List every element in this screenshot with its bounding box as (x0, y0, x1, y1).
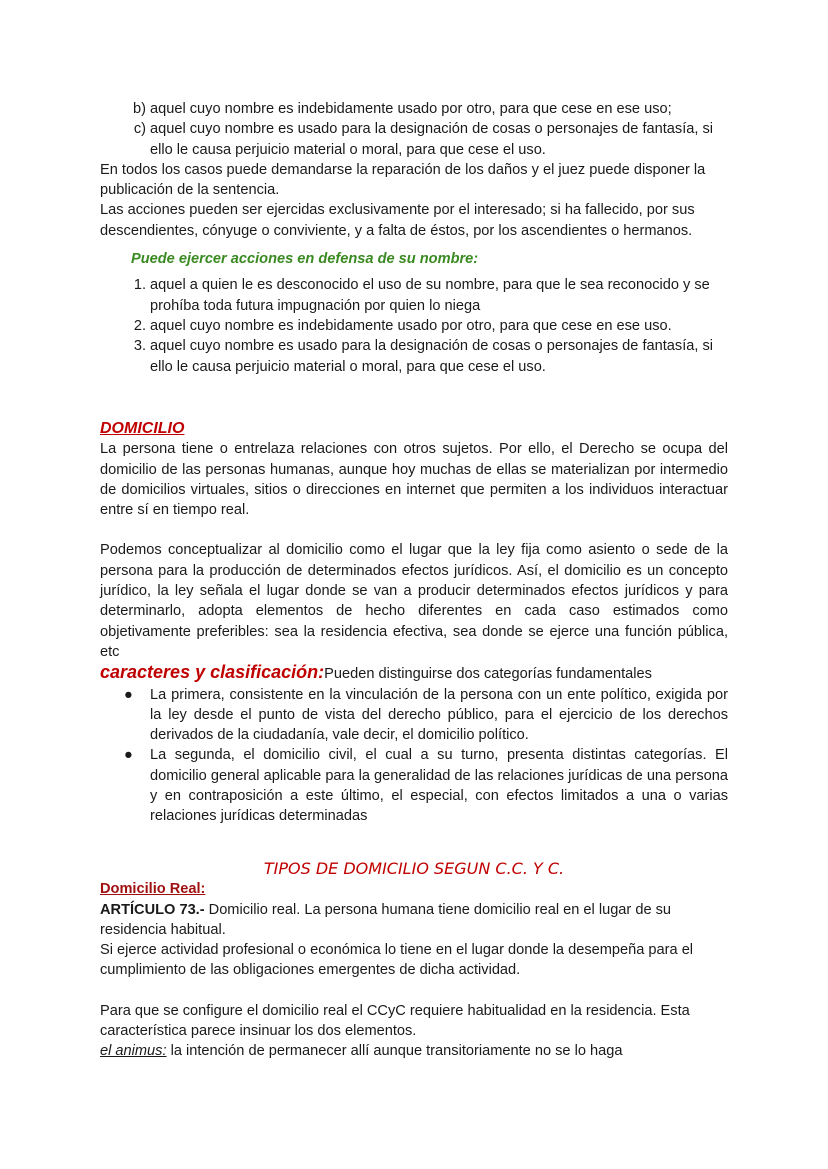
list-item-text: aquel a quien le es desconocido el uso de su nombre, para que le sea reconocido y se prohíba toda futura impugnación por quien lo niega (150, 277, 710, 314)
list-item-text: aquel cuyo nombre es indebidamente usado por otro, para que cese en ese uso. (150, 317, 672, 334)
bullet-text: La primera, consistente en la vinculación de la persona con un ente político, exigida por la ley desde el punto de vista del derecho público, para el ejercicio de los derechos derivados de la ciudadanía, vale decir, el domicilio político. (150, 686, 728, 744)
list-marker: 3. (133, 338, 146, 355)
bullet-item (100, 685, 728, 746)
list-item (100, 99, 728, 119)
caracteres-text: Pueden distinguirse dos categorías fundamentales (324, 666, 652, 683)
bullet-item (100, 745, 728, 826)
animus-label: el animus: (100, 1043, 167, 1060)
articulo-label: ARTÍCULO 73.- (100, 901, 205, 918)
list-item-text: aquel cuyo nombre es usado para la designación de cosas o personajes de fantasía, si ello le causa perjuicio material o moral, para que cese el uso. (150, 338, 714, 375)
bullet-icon: ● (124, 747, 133, 764)
articulo-text: Domicilio real. La persona humana tiene domicilio real en el lugar de su residencia habitual. (100, 901, 672, 938)
list-item (100, 336, 728, 377)
ccyc-paragraph: Para que se configure el domicilio real el CCyC requiere habitualidad en la residencia. Esta característica parece insinuar los dos elementos. (100, 1002, 690, 1040)
name-actions-section (100, 99, 728, 377)
list-item-text: aquel cuyo nombre es indebidamente usado por otro, para que cese en ese uso; (150, 101, 672, 117)
list-item (100, 119, 728, 160)
domicilio-paragraph-2: Podemos conceptualizar al domicilio como el lugar que la ley fija como asiento o sede de la persona para la producción de determinados efectos jurídicos. Así, el domicilio es un concepto jurídico, la ley señala el lugar donde se van a producir determinados efectos jurídicos y para determinarlo, adopta elementos de hecho diferentes en cada caso estimados como objetivamente preferibles: sea la residencia efectiva, sea donde se ejerce una función pública, etc (100, 542, 728, 660)
caracteres-heading: caracteres y clasificación: (100, 662, 325, 683)
list-marker: b) (133, 101, 146, 117)
green-heading: Puede ejercer acciones en defensa de su nombre: (131, 251, 479, 268)
bullet-text: La segunda, el domicilio civil, el cual a su turno, presenta distintas categorías. El domicilio general aplicable para la generalidad de las relaciones jurídicas de una persona y en contraposición a este último, el especial, con efectos limitados a una o varias relaciones jurídicas determinadas (150, 747, 728, 825)
list-marker: c) (133, 121, 146, 138)
articulo-paragraph-2: Si ejerce actividad profesional o económica lo tiene en el lugar donde la desempeña para el cumplimiento de las obligaciones emergentes de dicha actividad. (100, 942, 694, 979)
list-marker: 2. (133, 317, 146, 334)
animus-line (100, 1041, 728, 1061)
tipos-section (100, 859, 728, 1062)
list-item (100, 316, 728, 336)
list-item (100, 275, 728, 316)
list-item-text: aquel cuyo nombre es usado para la designación de cosas o personajes de fantasía, si ello le causa perjuicio material o moral, para que cese el uso. (150, 121, 714, 158)
paragraph-reparacion: En todos los casos puede demandarse la reparación de los daños y el juez puede disponer la publicación de la sentencia. (100, 161, 706, 199)
animus-text: la intención de permanecer allí aunque transitoriamente no se lo haga (166, 1043, 623, 1060)
domicilio-section (100, 419, 728, 827)
articulo-paragraph (100, 900, 728, 941)
caracteres-line (100, 662, 728, 684)
domicilio-heading: DOMICILIO (100, 420, 185, 437)
bullet-icon: ● (124, 686, 133, 703)
domicilio-paragraph-1: La persona tiene o entrelaza relaciones con otros sujetos. Por ello, el Derecho se ocupa del domicilio de las personas humanas, aunque hoy muchas de ellas se materializan por intermedio de domicilios virtuales, sitios o direcciones en internet que permiten a los individuos interactuar entre sí en tiempo real. (100, 441, 728, 519)
list-marker: 1. (133, 277, 146, 294)
tipos-heading: TIPOS DE DOMICILIO SEGUN C.C. Y C. (263, 859, 565, 878)
paragraph-acciones: Las acciones pueden ser ejercidas exclusivamente por el interesado; si ha fallecido, por sus descendientes, cónyuge o conviviente, y a falta de éstos, por los ascendientes o hermanos. (100, 202, 695, 239)
real-heading: Domicilio Real: (100, 881, 206, 898)
